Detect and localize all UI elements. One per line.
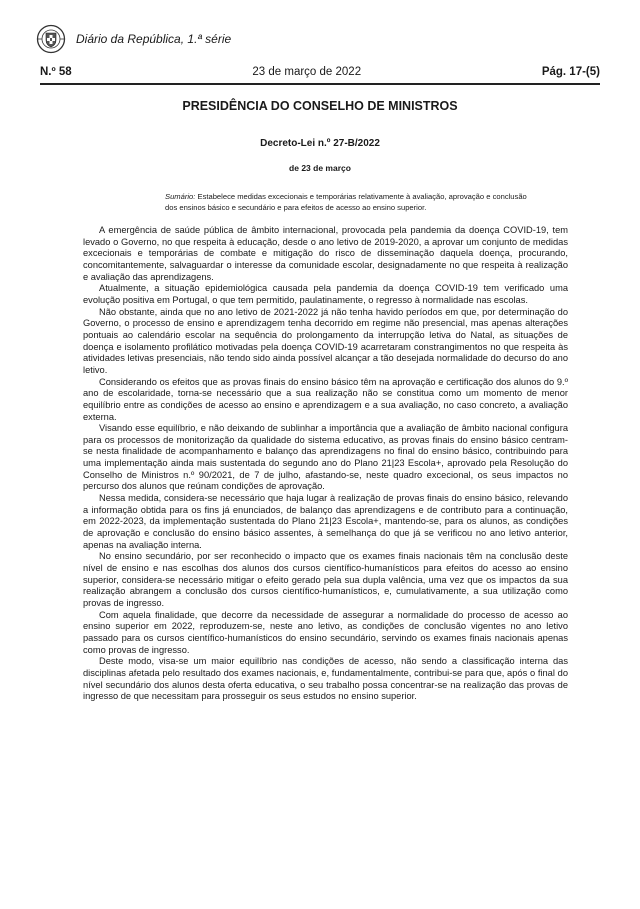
page-number: Pág. 17-(5): [541, 66, 600, 78]
coat-of-arms-icon: [36, 24, 66, 54]
journal-header: [36, 22, 231, 56]
summary-label: Sumário:: [165, 192, 196, 201]
journal-name: Diário da República, 1.ª série: [76, 32, 232, 46]
paragraph: Considerando os efeitos que as provas finais do ensino básico têm na aprovação e certificação dos alunos do 9.º ano de escolaridade, torna-se necessário que a sua realização não se constitua como um momento de menor equilíbrio entre as condições de acesso ao ensino e aprendizagem e a sua avaliação, no caso concreto, a avaliação externa.: [83, 376, 568, 422]
decree-title: Decreto-Lei n.º 27-B/2022: [260, 138, 380, 149]
paragraph: Deste modo, visa-se um maior equilíbrio nas condições de acesso, não sendo a classificação interna das disciplinas afetada pelo resultado dos exames nacionais, e, fundamentalmente, contribui-se para que, após o final do nível secundário dos alunos desta oferta educativa, o seu trabalho possa concentrar-se na realização das provas de ingresso de que necessitam para prosseguir os seus estudos no ensino superior.: [83, 656, 568, 702]
summary-text: Estabelece medidas excecionais e temporárias relativamente à avaliação, aprovação e conclusão dos ensinos básico e secundário e para efeitos de acesso ao ensino superior.: [165, 192, 527, 212]
document-body: [83, 225, 568, 703]
issue-date: 23 de março de 2022: [252, 66, 362, 78]
paragraph: No ensino secundário, por ser reconhecido o impacto que os exames finais nacionais têm na conclusão deste nível de ensino e nas escolhas dos alunos dos cursos científico-humanísticos para efeitos do acesso ao ensino superior, considera-se necessário mitigar o efeito gerado pela sua dupla valência, uma vez que os impactos da sua realização abrangem a conclusão dos cursos científico-humanísticos, e, cumulativamente, a sua utilização como provas de ingresso.: [83, 551, 568, 608]
issue-meta: [40, 66, 600, 78]
paragraph: Visando esse equilíbrio, e não deixando de sublinhar a importância que a avaliação de âmbito nacional configura para os processos de monitorização da qualidade do sistema educativo, as provas finais do ensino básico centram-se nesta finalidade de acompanhamento e balanço das aprendizagens no final do ensino básico, contribuindo para uma implementação ainda mais sustentada do segundo ano do Plano 21|23 Escola+, aprovado pela Resolução do Conselho de Ministros n.º 90/2021, de 7 de julho, afastando-se, neste quadro excecional, os seus impactos no percurso dos alunos que reúnam condições de aprovação.: [83, 423, 568, 492]
summary: [165, 192, 540, 213]
paragraph: Não obstante, ainda que no ano letivo de 2021-2022 já não tenha havido períodos em que, por determinação do Governo, o processo de ensino e aprendizagem tenha decorrido em regime não presencial, mas apenas alterações pontuais ao calendário escolar na sequência do prolongamento da interrupção letiva do Natal, as situações de doença e isolamento profilático motivadas pela doença COVID-19 acarretaram constrangimentos no que respeita às atividades letivas presenciais, não tendo sido ainda possível alcançar a tão desejada normalidade do decurso do ano letivo.: [83, 306, 568, 375]
paragraph: Com aquela finalidade, que decorre da necessidade de assegurar a normalidade do processo de acesso ao ensino superior em 2022, reproduzem-se, neste ano letivo, as condições de conclusão vigentes no ano letivo passado para os cursos científico-humanísticos do ensino secundário, servindo os exames finais nacionais apenas como provas de ingresso.: [83, 609, 568, 655]
decree-date: de 23 de março: [289, 163, 351, 173]
paragraph: A emergência de saúde pública de âmbito internacional, provocada pela pandemia da doença COVID-19, tem levado o Governo, no que respeita à educação, desde o ano letivo de 2019-2020, a aprovar um conjunto de medidas excecionais e temporárias de combate e mitigação do risco de disseminação daquela doença, procurando, concomitantemente, salvaguardar o interesse da comunidade escolar, designadamente no que respeita à realização e avaliação das aprendizagens.: [83, 225, 568, 282]
paragraph: Nessa medida, considera-se necessário que haja lugar à realização de provas finais do ensino básico, relevando a informação obtida para os fins já enunciados, de balanço das aprendizagens e de contributo para a continuação, em 2022-2023, da implementação sustentada do Plano 21|23 Escola+, mantendo-se, para os alunos, as condições de aprovação e conclusão do ensino básico assentes, à semelhança do que já se verificou no ano letivo anterior, apenas na avaliação interna.: [83, 493, 568, 550]
organization-title: PRESIDÊNCIA DO CONSELHO DE MINISTROS: [182, 99, 458, 113]
paragraph: Atualmente, a situação epidemiológica causada pela pandemia da doença COVID-19 tem verificado uma evolução positiva em Portugal, o que tem permitido, paulatinamente, o regresso à normalidade nas escolas.: [83, 283, 568, 305]
header-divider: [40, 83, 600, 85]
issue-number: N.º 58: [40, 66, 72, 78]
